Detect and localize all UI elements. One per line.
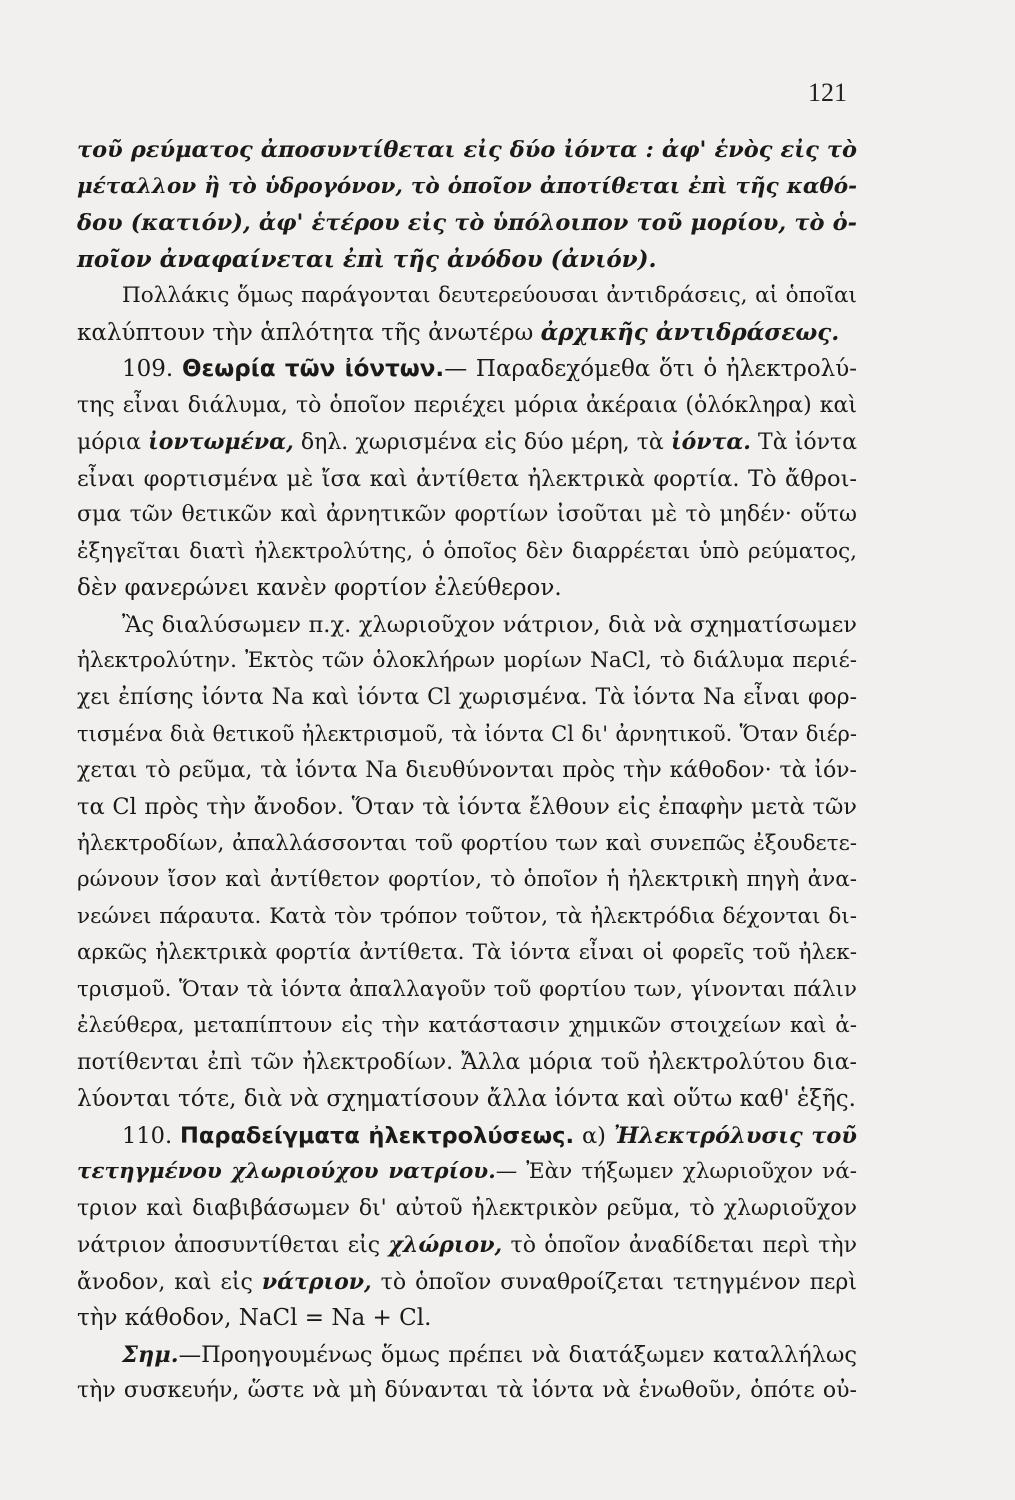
text-line <box>77 789 857 826</box>
text-line <box>77 570 857 607</box>
text-segment: — Ἐὰν τήξωμεν χλωριοῦχον νά- <box>495 1159 858 1184</box>
text-line <box>77 1300 857 1337</box>
text-line <box>77 424 857 461</box>
text-segment: δου (κατιόν), ἀφ' ἑτέρου εἰς τὸ ὑπόλοιπον τοῦ μορίου, τὸ ὁ- <box>77 210 857 236</box>
text-segment: τὸ ὁποῖον συναθροίζεται τετηγμένον περὶ <box>371 1269 857 1295</box>
text-line <box>77 497 857 534</box>
text-segment: ποῖον ἀναφαίνεται ἐπὶ τῆς ἀνόδου (ἀνιόν). <box>77 245 657 273</box>
text-segment: 110. <box>122 1122 181 1149</box>
text-line <box>77 1118 857 1155</box>
text-line <box>77 972 857 1009</box>
text-segment: σμα τῶν θετικῶν καὶ ἀρνητικῶν φορτίων ἰσοῦται μὲ τὸ μηδέν· οὕτω <box>77 502 857 527</box>
text-line <box>77 643 857 680</box>
text-segment: τρισμοῦ. Ὅταν τὰ ἰόντα ἀπαλλαγοῦν τοῦ φορτίου των, γίνονται πάλιν <box>77 976 857 1002</box>
text-segment: νάτριον, <box>261 1268 372 1295</box>
text-segment: Σημ. <box>122 1341 179 1368</box>
text-segment: ποτίθενται ἐπὶ τῶν ἠλεκτροδίων. Ἄλλα μόρια τοῦ ἠλεκτρολύτου δια- <box>77 1049 857 1075</box>
text-line <box>77 716 857 753</box>
text-segment: —Προηγουμένως ὅμως πρέπει νὰ διατάξωμεν καταλλήλως <box>178 1341 857 1368</box>
text-segment: χει ἐπίσης ἰόντα Na καὶ ἰόντα Cl χωρισμένα. Τὰ ἰόντα Na εἶναι φορ- <box>77 684 857 710</box>
text-segment: λύονται τότε, διὰ νὰ σχηματίσουν ἄλλα ἰόντα καὶ οὕτω καθ' ἑξῆς. <box>77 1086 856 1112</box>
text-segment: μέταλλον ἢ τὸ ὑδρογόνον, τὸ ὁποῖον ἀποτίθεται ἐπὶ τῆς καθό- <box>77 173 857 199</box>
text-segment: Παραδείγματα ἠλεκτρολύσεως. <box>180 1122 575 1149</box>
text-segment: χλώριον, <box>388 1232 503 1258</box>
text-segment: της εἶναι διάλυμα, τὸ ὁποῖον περιέχει μόρια ἀκέραια (ὁλόκληρα) καὶ <box>77 392 857 418</box>
text-line <box>77 607 857 644</box>
text-line <box>77 1264 857 1301</box>
text-line <box>77 1154 857 1191</box>
text-line <box>77 132 857 169</box>
text-segment: τισμένα διὰ θετικοῦ ἠλεκτρισμοῦ, τὰ ἰόντα Cl δι' ἀρνητικοῦ. Ὅταν διέρ- <box>77 722 857 746</box>
text-line <box>77 461 857 498</box>
text-segment: τὴν κάθοδον, NaCl = Na + Cl. <box>77 1305 432 1331</box>
text-segment: ἀρχικῆς ἀντιδράσεως. <box>540 318 840 346</box>
text-line <box>77 351 857 388</box>
text-segment: Θεωρία τῶν ἰόντων. <box>181 356 445 382</box>
text-segment: εἶναι φορτισμένα μὲ ἴσα καὶ ἀντίθετα ἠλεκτρικὰ φορτία. Τὸ ἄθροι- <box>77 465 857 492</box>
body-text <box>77 132 857 1410</box>
text-segment: τα Cl πρὸς τὴν ἄνοδον. Ὅταν τὰ ἰόντα ἔλθουν εἰς ἐπαφὴν μετὰ τῶν <box>77 794 857 820</box>
text-segment: — Παραδεχόμεθα ὅτι ὁ ἠλεκτρολύ- <box>444 356 857 382</box>
text-segment: ἄνοδον, καὶ εἰς <box>77 1269 262 1295</box>
text-segment: ἐλεύθερα, μεταπίπτουν εἰς τὴν κατάστασιν χημικῶν στοιχείων καὶ ἀ- <box>77 1013 857 1038</box>
page-number: 121 <box>808 78 847 107</box>
text-segment: τριον καὶ διαβιβάσωμεν δι' αὐτοῦ ἠλεκτρικὸν ρεῦμα, τὸ χλωριοῦχον <box>77 1195 857 1221</box>
text-segment: ἠλεκτροδίων, ἀπαλλάσσονται τοῦ φορτίου των καὶ συνεπῶς ἐξουδετε- <box>77 830 857 856</box>
text-line <box>77 315 857 352</box>
text-line <box>77 1227 857 1264</box>
text-segment: καλύπτουν τὴν ἁπλότητα τῆς ἀνωτέρω <box>77 319 541 346</box>
text-line <box>77 1191 857 1228</box>
text-segment: ρώνουν ἴσον καὶ ἀντίθετον φορτίον, τὸ ὁποῖον ἡ ἠλεκτρικὴ πηγὴ ἀνα- <box>77 867 857 892</box>
text-line <box>77 534 857 571</box>
text-segment: 109. <box>122 356 182 382</box>
text-segment: α) <box>574 1122 614 1149</box>
text-line <box>77 753 857 790</box>
text-segment: χεται τὸ ρεῦμα, τὰ ἰόντα Na διευθύνονται πρὸς τὴν κάθοδον· τὰ ἰόν- <box>77 757 857 783</box>
text-segment: τοῦ ρεύματος ἀποσυντίθεται εἰς δύο ἰόντα : ἀφ' ἑνὸς εἰς τὸ <box>77 137 857 163</box>
text-segment: τὸ ὁποῖον ἀναδίδεται περὶ τὴν <box>502 1233 857 1258</box>
text-segment: Ἠλεκτρόλυσις τοῦ <box>613 1122 858 1149</box>
text-line <box>77 388 857 425</box>
text-segment: Ἂς διαλύσωμεν π.χ. χλωριοῦχον νάτριον, διὰ νὰ σχηματίσωμεν <box>122 611 857 638</box>
text-line <box>77 1373 857 1410</box>
text-segment: τετηγμένου χλωριούχου νατρίου. <box>77 1159 496 1184</box>
text-line <box>77 1008 857 1045</box>
text-segment: ἰοντωμένα, <box>148 429 294 455</box>
text-line <box>77 169 857 206</box>
text-segment: νεώνει πάραυτα. Κατὰ τὸν τρόπον τοῦτον, τὰ ἠλεκτρόδια δέχονται δι- <box>77 903 857 929</box>
text-line <box>77 205 857 242</box>
text-line <box>77 1045 857 1082</box>
text-segment: ἐξηγεῖται διατὶ ἠλεκτρολύτης, ὁ ὁποῖος δὲν διαρρέεται ὑπὸ ρεύματος, <box>77 538 857 564</box>
text-segment: νάτριον ἀποσυντίθεται εἰς <box>77 1233 389 1258</box>
text-segment: δηλ. χωρισμένα εἰς δύο μέρη, τὰ <box>293 430 671 455</box>
text-line <box>77 862 857 899</box>
text-segment: ἰόντα. <box>670 429 751 455</box>
text-line <box>77 935 857 972</box>
text-line <box>77 242 857 279</box>
text-segment: τὴν συσκευήν, ὥστε νὰ μὴ δύνανται τὰ ἰόντα νὰ ἑνωθοῦν, ὁπότε οὐ- <box>77 1378 857 1403</box>
text-segment: αρκῶς ἠλεκτρικὰ φορτία ἀντίθετα. Τὰ ἰόντα εἶναι οἱ φορεῖς τοῦ ἠλεκ- <box>77 940 857 965</box>
text-segment: μόρια <box>77 430 149 455</box>
text-line <box>77 278 857 315</box>
text-segment: Πολλάκις ὅμως παράγονται δευτερεύουσαι ἀντιδράσεις, αἱ ὁποῖαι <box>122 283 857 308</box>
text-line <box>77 680 857 717</box>
text-segment: δὲν φανερώνει κανὲν φορτίον ἐλεύθερον. <box>77 575 562 601</box>
text-line <box>77 826 857 863</box>
text-line <box>77 899 857 936</box>
text-line <box>77 1081 857 1118</box>
text-segment: Τὰ ἰόντα <box>750 430 858 455</box>
text-segment: ἠλεκτρολύτην. Ἐκτὸς τῶν ὁλοκλήρων μορίων NaCl, τὸ διάλυμα περιέ- <box>77 648 857 673</box>
text-line <box>77 1337 857 1374</box>
